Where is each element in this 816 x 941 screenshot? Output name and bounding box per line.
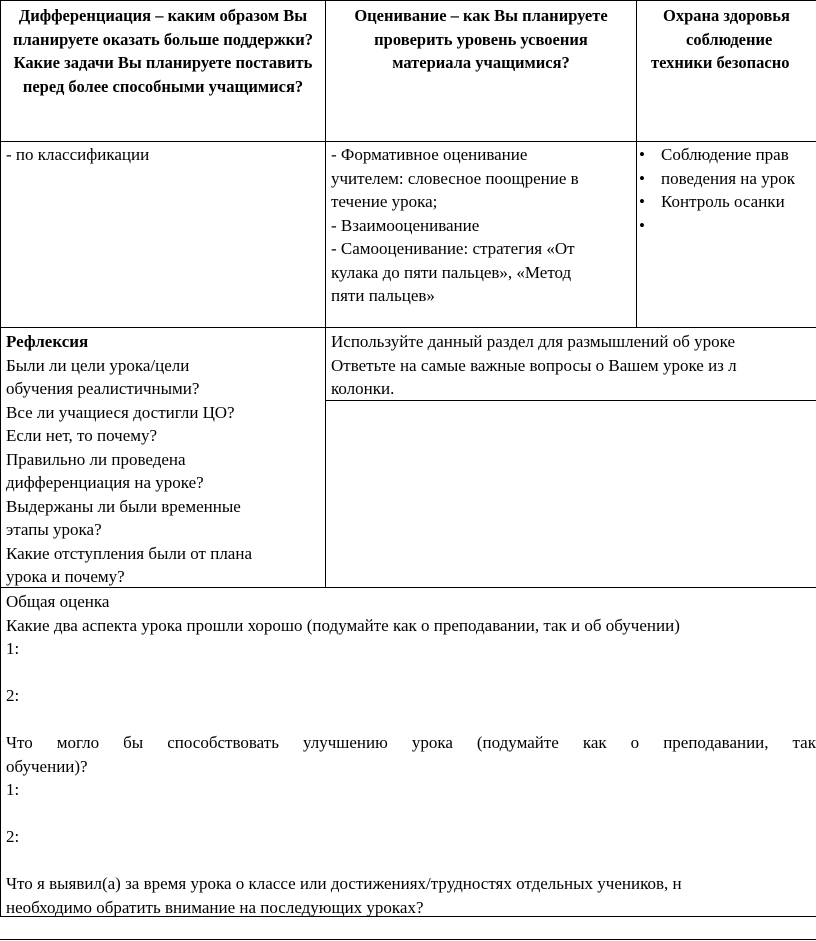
summary-question-1: Какие два аспекта урока прошли хорошо (подумайте как о преподавании, так и об обучении): [6, 615, 680, 635]
reflection-question: Выдержаны ли были временные: [6, 496, 241, 516]
health-item: • Контроль осанки: [639, 190, 816, 214]
reflection-question: урока и почему?: [6, 567, 125, 586]
reflection-question: Какие отступления были от плана: [6, 543, 252, 563]
health-item-continuation: • поведения на урок: [639, 167, 816, 191]
assessment-cell: [331, 143, 631, 308]
instruction-line: Используйте данный раздел для размышлений об уроке: [331, 332, 735, 351]
reflection-question: Если нет, то почему?: [6, 426, 158, 445]
reflection-question: этапы урока?: [6, 520, 102, 539]
summary-title: Общая оценка: [6, 592, 110, 611]
summary-question-3-cont: необходимо обратить внимание на последующих уроках?: [6, 897, 424, 917]
reflection-cell: [6, 330, 322, 589]
health-item: • Соблюдение прав: [639, 143, 816, 167]
answer-number: 1:: [6, 639, 20, 658]
assessment-line: пяти пальцев»: [331, 286, 435, 305]
summary-question-2: Что могло бы способствовать улучшению урока (подумайте как о преподавании, так: [6, 733, 816, 752]
header-health-safety: [640, 4, 816, 75]
reflection-title: Рефлексия: [6, 332, 89, 351]
reflection-question: обучения реалистичными?: [6, 379, 200, 398]
answer-number: 2:: [6, 827, 20, 846]
table-border-top: [0, 0, 816, 1]
summary-question-3: Что я выявил(а) за время урока о классе или достижениях/трудностях отдельных учеников, н: [6, 874, 682, 893]
differentiation-cell: - по классификации: [6, 145, 150, 164]
reflection-question: Все ли учащиеся достигли ЦО?: [6, 402, 235, 422]
reflection-question: Правильно ли проведена: [6, 449, 186, 469]
answer-number: 2:: [6, 686, 20, 705]
health-item-empty: [639, 214, 816, 238]
reflection-instruction: [331, 330, 737, 401]
health-cell: [639, 143, 816, 237]
reflection-question: Были ли цели урока/цели: [6, 355, 190, 375]
page-bottom-rule: [0, 939, 816, 940]
header-differentiation: Дифференциация – каким образом Вы планируете оказать больше поддержки? Какие задачи Вы планируете поставить перед более способными учащимися?: [13, 6, 313, 96]
assessment-line: - Взаимооценивание: [331, 215, 480, 235]
summary-block: [6, 590, 816, 919]
header-health-line: техники безопасно: [651, 53, 790, 72]
assessment-line: кулака до пяти пальцев», «Метод: [331, 262, 572, 282]
summary-question-2-cont: обучении)?: [6, 756, 88, 776]
assessment-line: - Формативное оценивание: [331, 145, 528, 164]
assessment-line: - Самооценивание: стратегия «От: [331, 239, 575, 258]
column-divider-1: [325, 0, 326, 588]
header-health-line: Охрана здоровья: [663, 6, 790, 25]
table-border-left: [0, 0, 1, 917]
reflection-question: дифференциация на уроке?: [6, 473, 204, 492]
row1-divider: [0, 327, 816, 328]
assessment-line: течение урока;: [331, 192, 438, 211]
header-health-line: соблюдение: [686, 29, 773, 49]
answer-number: 1:: [6, 780, 20, 799]
instruction-line: Ответьте на самые важные вопросы о Вашем уроке из л: [331, 355, 737, 375]
column-divider-2: [636, 0, 637, 328]
assessment-line: учителем: словесное поощрение в: [331, 168, 579, 188]
header-assessment: Оценивание – как Вы планируете проверить уровень усвоения материала учащимися?: [354, 6, 608, 72]
instruction-line: колонки.: [331, 379, 395, 398]
header-row-divider: [0, 141, 816, 142]
